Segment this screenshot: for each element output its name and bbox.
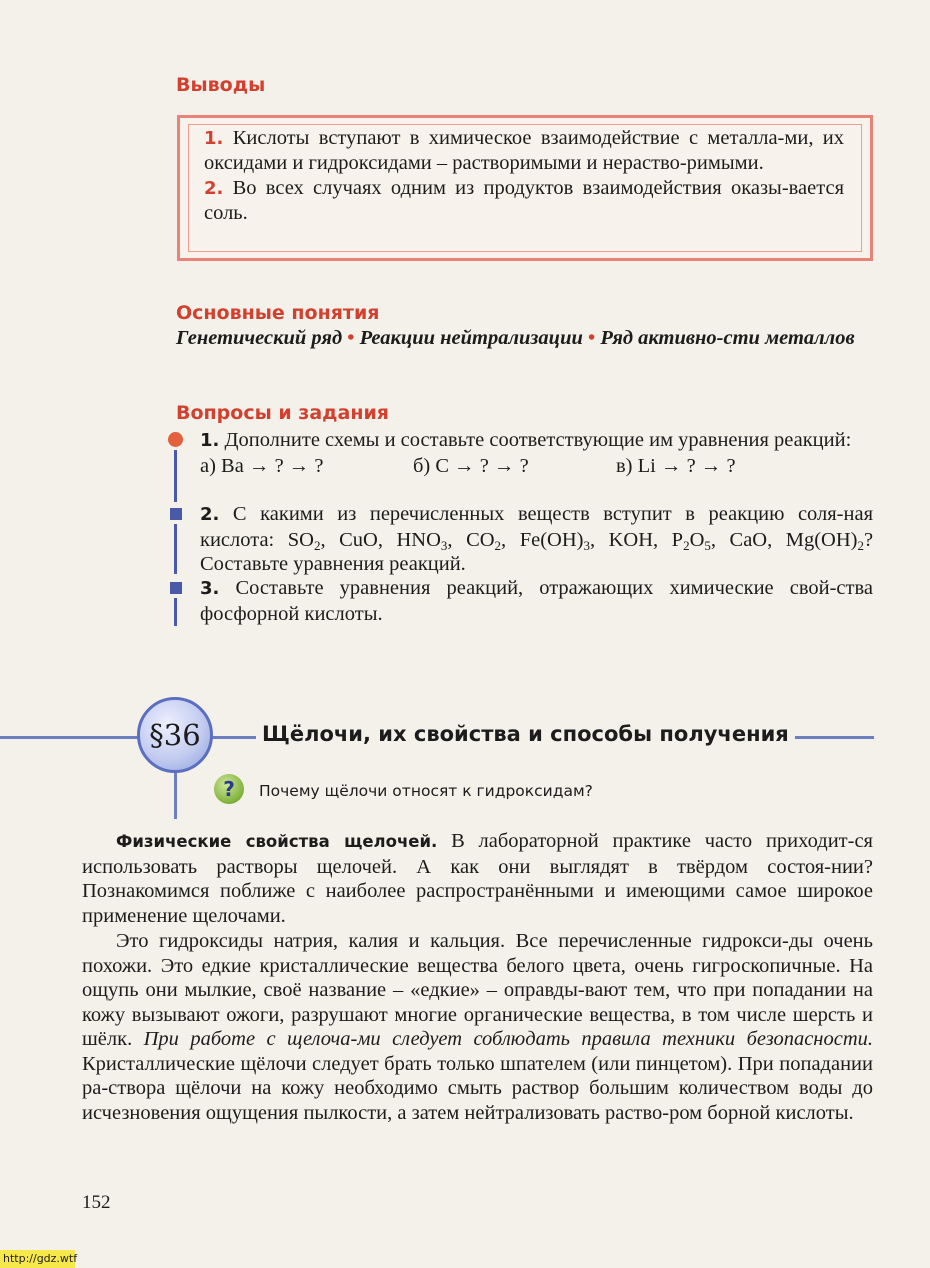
paragraph-lead: Физические свойства щелочей. [116, 832, 438, 851]
paragraph-2-text-b: Кристаллические щёлочи следует брать только шпателем (или пинцетом). При попадании ра-створа щёлочи на кожу необходимо смыть раствор большим количеством воды до исчезновения ощущения пылкости, а затем нейтрализовать раство-ром борной кислоты. [82, 1052, 873, 1124]
question-bubble-icon: ? [214, 774, 244, 804]
question-bar [174, 598, 177, 626]
paragraph-1-text: В лабораторной практике часто приходит-ся использовать растворы щелочей. А как они выглядят в твёрдом состоя-нии? Познакомимся поближе с наиболее распространёнными и имеющими самое широкое применение щелочами. [82, 830, 873, 927]
section-title: Щёлочи, их свойства и способы получения [256, 722, 795, 746]
substance-formula: $Fe(OH)_3$ [519, 528, 590, 553]
concept-separator: • [588, 327, 596, 349]
body-paragraph-1 [82, 829, 873, 928]
concepts-list [176, 326, 873, 350]
question-2-substances: $SO_2$, CuO, $HNO_3$, $CO_2$, $Fe(OH)_3$, KOH, $P_2O_5$, CaO, $Mg(OH)_2$ [287, 528, 864, 553]
scheme-a: а) Ba → ? → ? [200, 454, 324, 477]
question-3 [200, 576, 873, 626]
substance-formula: CuO [339, 528, 378, 551]
concept-3: Ряд активно-сти металлов [600, 327, 855, 349]
question-2-text-after: ? Составьте уравнения реакций. [200, 528, 874, 575]
conclusions-heading: Выводы [176, 74, 266, 96]
substance-formula: CaO [729, 528, 768, 551]
question-1-schemes [200, 454, 873, 478]
concepts-heading: Основные понятия [176, 302, 380, 324]
body-paragraph-2 [82, 929, 873, 1125]
substance-formula: $SO_2$ [287, 528, 321, 553]
concept-1: Генетический ряд [176, 327, 343, 349]
question-2-text: С какими из перечисленных веществ вступит в реакцию соля-ная кислота: [200, 503, 874, 551]
questions-heading: Вопросы и задания [176, 402, 389, 424]
question-1 [200, 428, 873, 478]
question-3-text: Составьте уравнения реакций, отражающих химические свой-ства фосфорной кислоты. [200, 577, 873, 625]
conclusions-box [177, 115, 873, 261]
question-3-number: 3. [200, 578, 220, 599]
concept-2: Реакции нейтрализации [359, 327, 583, 349]
concept-separator: • [347, 327, 355, 349]
scheme-b: б) C → ? → ? [413, 454, 529, 477]
section-question: Почему щёлочи относят к гидроксидам? [259, 782, 593, 800]
question-2-number: 2. [200, 504, 220, 525]
section-line-vertical [174, 773, 177, 819]
paragraph-2-safety-note: При работе с щелоча-ми следует соблюдать правила техники безопасности. [143, 1028, 873, 1050]
substance-formula: $Mg(OH)_2$ [785, 528, 864, 553]
difficulty-circle-icon [168, 432, 183, 447]
substance-formula: $HNO_3$ [396, 528, 448, 553]
difficulty-square-icon [170, 508, 182, 520]
conclusion-1-number: 1. [204, 128, 224, 149]
section-line-left [0, 736, 140, 739]
scheme-c: в) Li → ? → ? [616, 454, 736, 477]
section-number-badge: §36 [137, 697, 213, 773]
substance-formula: $CO_2$ [466, 528, 502, 553]
question-1-number: 1. [200, 430, 220, 451]
watermark-link[interactable]: http://gdz.wtf [0, 1250, 75, 1268]
page-number: 152 [82, 1192, 111, 1213]
question-bar [174, 524, 177, 574]
substance-formula: KOH [608, 528, 654, 551]
question-2 [200, 502, 873, 577]
substance-formula: $P_2O_5$ [671, 528, 711, 553]
conclusions-text [204, 126, 844, 226]
conclusion-2-text: Во всех случаях одним из продуктов взаимодействия оказы-вается соль. [204, 177, 844, 224]
difficulty-square-icon [170, 582, 182, 594]
paragraph-2-text-a: Это гидроксиды натрия, калия и кальция. Все перечисленные гидрокси-ды очень похожи. Это едкие кристаллические вещества белого цвета, очень гигроскопичные. На ощупь они мылкие, своё название – «едкие» – оправды-вают тем, что при попадании на кожу вызывают ожоги, разрушают многие органические вещества, в том числе шерсть и шёлк. [82, 930, 873, 1050]
conclusion-1-text: Кислоты вступают в химическое взаимодействие с металла-ми, их оксидами и гидроксидами – растворимыми и нераство-римыми. [204, 127, 845, 174]
question-bar [174, 450, 177, 502]
conclusion-2-number: 2. [204, 178, 224, 199]
question-1-text: Дополните схемы и составьте соответствующие им уравнения реакций: [224, 429, 852, 451]
